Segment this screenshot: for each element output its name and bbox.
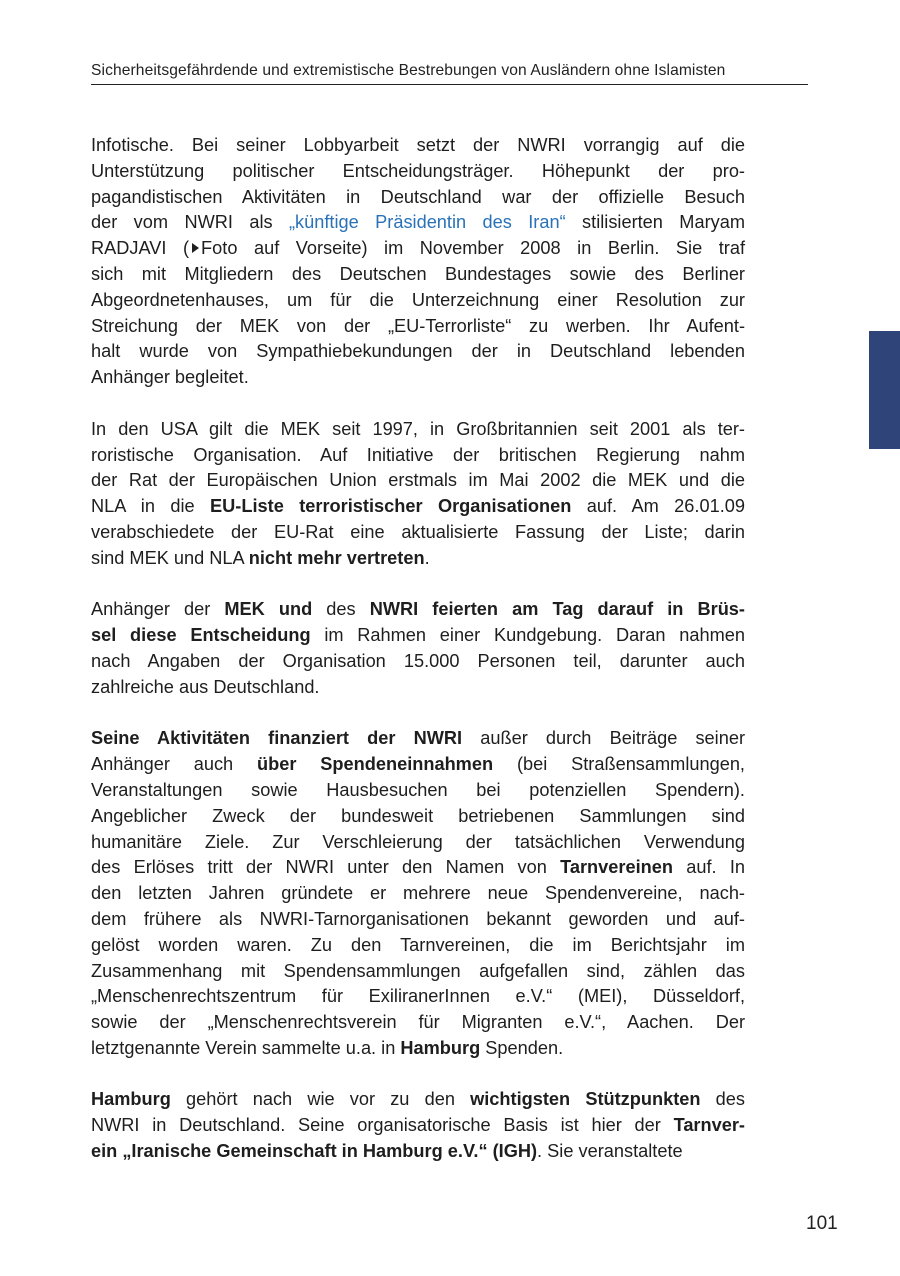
text-segment: Spenden. xyxy=(480,1037,564,1058)
text-segment: . xyxy=(424,547,430,568)
text-segment: . Sie veranstaltete xyxy=(537,1141,683,1162)
text-segment: NLA in die xyxy=(91,496,211,517)
text-line xyxy=(91,546,745,572)
text-segment: der Rat der Europäischen Union erstmals im Mai 2002 die MEK und die xyxy=(91,470,745,491)
text-line xyxy=(91,726,745,752)
text-segment: Streichung der MEK von der „EU-Terrorliste“ zu werben. Ihr Aufent- xyxy=(91,315,745,336)
text-line xyxy=(91,1036,745,1062)
text-segment: der vom NWRI als xyxy=(91,212,289,233)
paragraph xyxy=(91,726,745,1061)
text-segment: sowie der „Menschenrechtsverein für Migranten e.V.“, Aachen. Der xyxy=(91,1012,745,1033)
text-line xyxy=(91,959,745,985)
bold-text: EU-Liste terroristischer Organisationen xyxy=(210,496,572,517)
text-segment: NWRI in Deutschland. Seine organisatorische Basis ist hier der xyxy=(91,1115,674,1136)
text-line xyxy=(91,417,745,443)
text-segment: roristische Organisation. Auf Initiative der britischen Regierung nahm xyxy=(91,444,745,465)
text-segment: halt wurde von Sympathiebekundungen der in Deutschland lebenden xyxy=(91,341,745,362)
text-line xyxy=(91,262,745,288)
text-line xyxy=(91,288,745,314)
text-line xyxy=(91,494,745,520)
running-header-title: Sicherheitsgefährdende und extremistische Bestrebungen von Ausländern ohne Islamisten xyxy=(91,62,726,79)
text-line xyxy=(91,185,745,211)
text-line xyxy=(91,984,745,1010)
text-segment: humanitäre Ziele. Zur Verschleierung der tatsächlichen Verwendung xyxy=(91,831,745,852)
text-line xyxy=(91,236,745,262)
text-line xyxy=(91,907,745,933)
paragraph xyxy=(91,417,745,572)
text-segment: auf. Am 26.01.09 xyxy=(571,496,745,517)
bold-text: Seine Aktivitäten finanziert der NWRI xyxy=(91,728,463,749)
text-segment: zahlreiche aus Deutschland. xyxy=(91,676,320,697)
text-segment: pagandistischen Aktivitäten in Deutschland war der offizielle Besuch xyxy=(91,186,745,207)
bold-text: Tarnver- xyxy=(673,1115,745,1136)
text-segment: Anhänger der xyxy=(91,599,225,620)
text-segment: „Menschenrechtszentrum für ExiliranerInnen e.V.“ (MEI), Düsseldorf, xyxy=(91,986,745,1007)
text-segment: Angeblicher Zweck der bundesweit betriebenen Sammlungen sind xyxy=(91,805,745,826)
bold-text: MEK und xyxy=(224,599,313,620)
triangle-right-icon xyxy=(192,243,199,253)
text-line xyxy=(91,804,745,830)
highlighted-text: „künftige Präsidentin des Iran“ xyxy=(288,212,566,233)
body-text xyxy=(91,133,745,1165)
text-segment: stilisierten Maryam xyxy=(565,212,745,233)
bold-text: NWRI feierten am Tag darauf in Brüs- xyxy=(369,599,745,620)
text-line xyxy=(91,339,745,365)
bold-text: Hamburg xyxy=(91,1089,171,1110)
bold-text: Tarnvereinen xyxy=(560,857,673,878)
text-line xyxy=(91,1010,745,1036)
text-segment: RADJAVI ( xyxy=(91,238,190,259)
text-segment: Abgeordnetenhauses, um für die Unterzeichnung einer Resolution zur xyxy=(91,289,745,310)
text-segment: Zusammenhang mit Spendensammlungen aufgefallen sind, zählen das xyxy=(91,960,745,981)
text-segment: des xyxy=(700,1089,745,1110)
text-line xyxy=(91,649,745,675)
text-segment: des Erlöses tritt der NWRI unter den Namen von xyxy=(91,857,561,878)
text-line xyxy=(91,881,745,907)
text-line xyxy=(91,623,745,649)
bold-text: über Spendeneinnahmen xyxy=(257,754,494,775)
bold-text: ein „Iranische Gemeinschaft in Hamburg e.V.“ (IGH) xyxy=(91,1141,538,1162)
text-segment: verabschiedete der EU-Rat eine aktualisierte Fassung der Liste; darin xyxy=(91,521,745,542)
text-segment: auf. In xyxy=(672,857,745,878)
bold-text: sel diese Entscheidung xyxy=(91,625,311,646)
text-line xyxy=(91,597,745,623)
text-segment: letztgenannte Verein sammelte u.a. in xyxy=(91,1037,401,1058)
text-line xyxy=(91,443,745,469)
text-line xyxy=(91,752,745,778)
text-line xyxy=(91,855,745,881)
header-rule xyxy=(91,84,808,85)
text-segment: (bei Straßensammlungen, xyxy=(493,754,745,775)
text-line xyxy=(91,159,745,185)
text-segment: Veranstaltungen sowie Hausbesuchen bei potenziellen Spendern). xyxy=(91,779,745,800)
paragraph xyxy=(91,133,745,391)
text-line xyxy=(91,1087,745,1113)
text-line xyxy=(91,830,745,856)
text-segment: im Rahmen einer Kundgebung. Daran nahmen xyxy=(310,625,745,646)
text-line xyxy=(91,468,745,494)
text-segment: außer durch Beiträge seiner xyxy=(462,728,746,749)
text-segment: Anhänger begleitet. xyxy=(91,367,249,388)
page-number: 101 xyxy=(806,1213,838,1234)
bold-text: wichtigsten Stützpunkten xyxy=(470,1089,701,1110)
text-segment: Anhänger auch xyxy=(91,754,258,775)
text-line xyxy=(91,365,745,391)
chapter-side-tab xyxy=(869,331,900,449)
text-line xyxy=(91,210,745,236)
bold-text: nicht mehr vertreten xyxy=(248,547,425,568)
text-segment: Unterstützung politischer Entscheidungsträger. Höhepunkt der pro- xyxy=(91,160,745,181)
text-segment: sind MEK und NLA xyxy=(91,547,249,568)
bold-text: Hamburg xyxy=(400,1037,481,1058)
text-segment: dem frühere als NWRI-Tarnorganisationen bekannt geworden und auf- xyxy=(91,908,745,929)
text-line xyxy=(91,675,745,701)
text-line xyxy=(91,520,745,546)
text-segment: den letzten Jahren gründete er mehrere neue Spendenvereine, nach- xyxy=(91,883,745,904)
text-line xyxy=(91,133,745,159)
text-line xyxy=(91,1113,745,1139)
text-segment: gelöst worden waren. Zu den Tarnvereinen, die im Berichtsjahr im xyxy=(91,934,745,955)
paragraph xyxy=(91,1087,745,1164)
text-segment: Foto auf Vorseite) im November 2008 in Berlin. Sie traf xyxy=(201,238,745,259)
text-segment: sich mit Mitgliedern des Deutschen Bundestages sowie des Berliner xyxy=(91,263,745,284)
text-segment: In den USA gilt die MEK seit 1997, in Großbritannien seit 2001 als ter- xyxy=(91,418,745,439)
text-line xyxy=(91,314,745,340)
text-segment: des xyxy=(312,599,370,620)
text-line xyxy=(91,933,745,959)
text-line xyxy=(91,1139,745,1165)
text-segment: nach Angaben der Organisation 15.000 Personen teil, darunter auch xyxy=(91,650,745,671)
text-segment: Infotische. Bei seiner Lobbyarbeit setzt der NWRI vorrangig auf die xyxy=(91,135,745,155)
text-segment: gehört nach wie vor zu den xyxy=(170,1089,471,1110)
paragraph xyxy=(91,597,745,700)
text-line xyxy=(91,778,745,804)
